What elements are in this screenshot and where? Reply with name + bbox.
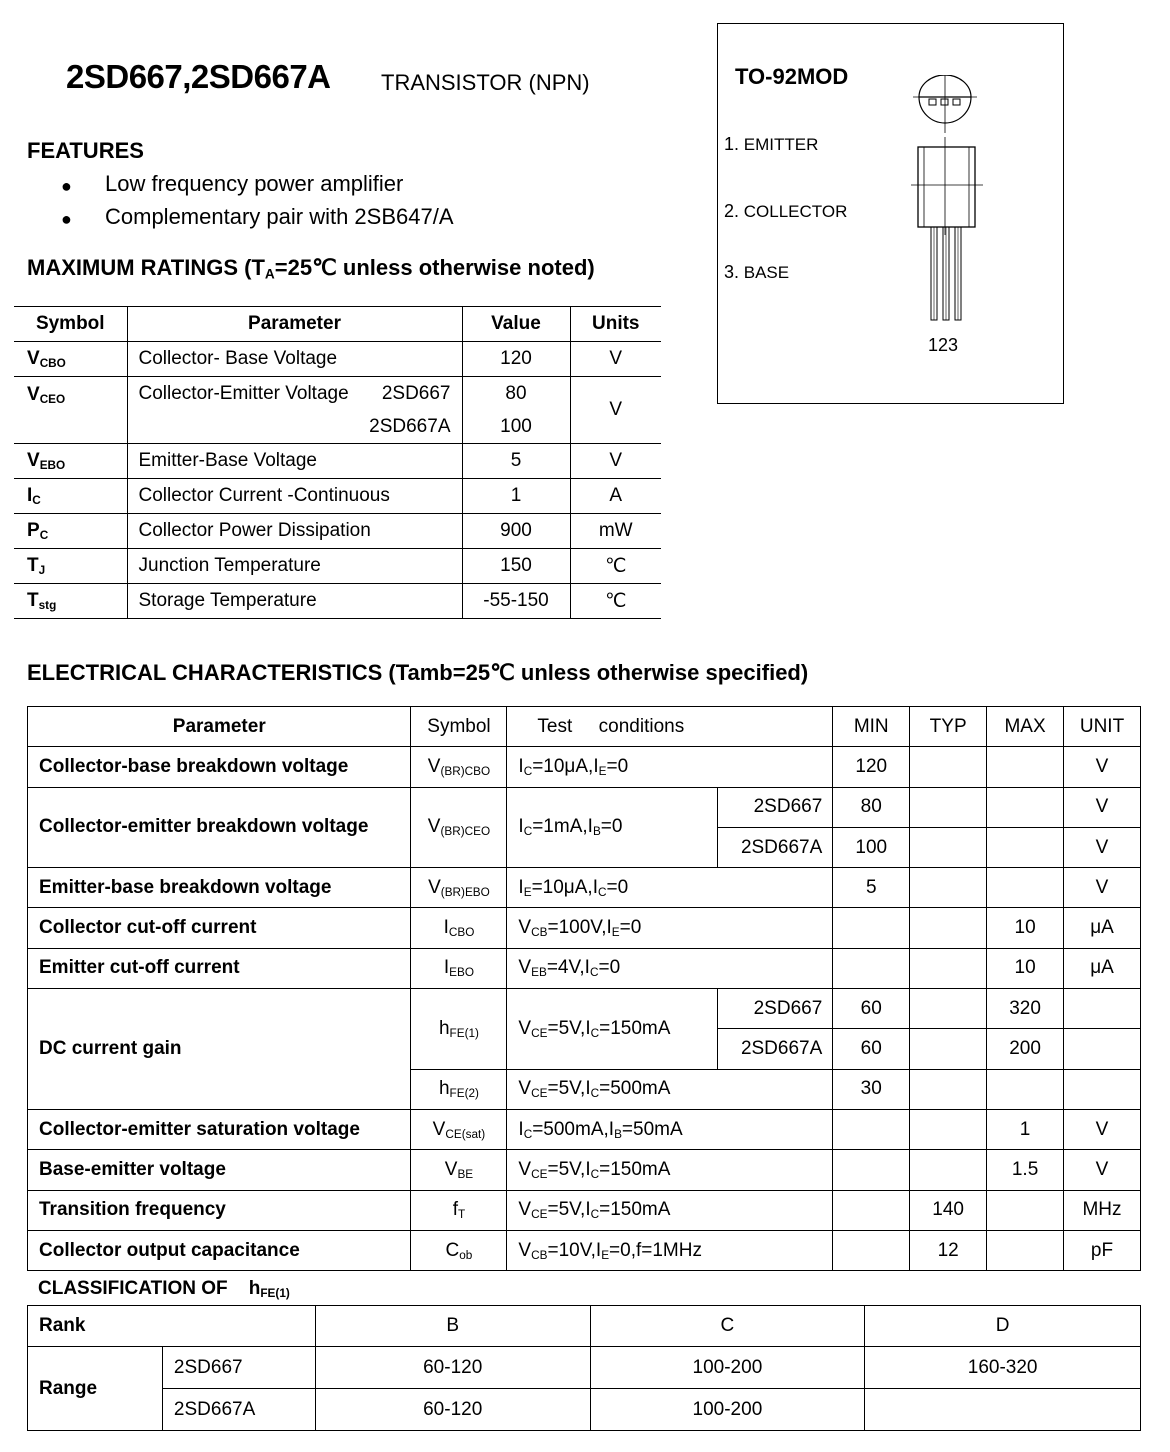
rank-cell: D [865,1306,1141,1347]
table-row [28,1190,1141,1230]
symbol-cell: $V_{(BR)CEO}$ [411,787,507,868]
classification-table [27,1305,1141,1431]
table-row [14,549,661,584]
max-cell [987,1069,1064,1109]
typ-cell [910,827,987,867]
column-header: Parameter [28,707,411,747]
value-cell [462,377,570,444]
max-cell [987,1230,1064,1270]
symbol-cell: $V_{(BR)EBO}$ [411,868,507,908]
unit-cell: ℃ [570,584,661,619]
table-row [28,1389,1141,1431]
value-text: 100 [500,416,532,437]
feature-item: Complementary pair with 2SB647/A [105,204,454,229]
range-cell: 100-200 [590,1347,865,1389]
table-row [28,1306,1141,1347]
min-cell: 80 [833,787,910,827]
column-header: UNIT [1064,707,1141,747]
typ-cell [910,868,987,908]
test-condition-cell: $V_{CE}=5V,I_C=150mA$ [507,1150,833,1190]
parameter-cell: Storage Temperature [127,584,462,619]
column-header: Units [570,307,661,342]
table-row [28,1230,1141,1270]
max-cell [987,1190,1064,1230]
unit-cell [1064,989,1141,1029]
variant-label: 2SD667 [381,382,451,404]
column-header: MAX [987,707,1064,747]
table-row [14,584,661,619]
variant-cell: 2SD667 [718,787,833,827]
table-row [28,868,1141,908]
table-row [14,444,661,479]
min-cell: 100 [833,827,910,867]
parameter-cell: Collector- Base Voltage [127,342,462,377]
column-header: Symbol [14,307,127,342]
typ-cell [910,1150,987,1190]
typ-cell [910,908,987,948]
rank-label: Rank [28,1306,316,1347]
unit-cell: V [570,377,661,444]
pin-label: 2. COLLECTOR [724,201,848,221]
range-label: Range [28,1347,163,1431]
parameter-cell: Base-emitter voltage [28,1150,411,1190]
min-cell: 5 [833,868,910,908]
max-cell: 200 [987,1029,1064,1069]
test-condition-cell: $V_{EB}=4V,I_C=0$ [507,948,833,988]
symbol-cell: $V_{CEO}$ [14,377,127,444]
symbol-cell: $C_{ob}$ [411,1230,507,1270]
typ-cell [910,787,987,827]
table-row [14,479,661,514]
unit-cell: pF [1064,1230,1141,1270]
max-cell: 1 [987,1109,1064,1149]
symbol-cell: $T_J$ [14,549,127,584]
parameter-cell: Collector cut-off current [28,908,411,948]
test-condition-cell: $I_E=10\mu A,I_C=0$ [507,868,833,908]
pin-label: 3. BASE [724,262,790,282]
symbol-cell: $P_C$ [14,514,127,549]
value-cell: -55-150 [462,584,570,619]
min-cell: 60 [833,989,910,1029]
min-cell [833,1230,910,1270]
pin-label: 1. EMITTER [724,134,819,154]
value-cell: 5 [462,444,570,479]
parameter-label: Collector-Emitter Voltage [138,382,349,404]
value-cell: 900 [462,514,570,549]
parameter-cell: Emitter-base breakdown voltage [28,868,411,908]
table-row [14,514,661,549]
table-row [14,342,661,377]
min-cell: 30 [833,1069,910,1109]
max-ratings-heading: MAXIMUM RATINGS ($T_A=25℃$ unless otherwise noted) [27,255,595,282]
test-condition-cell: $V_{CE}=5V,I_C=150mA$ [507,989,718,1070]
symbol-cell: $V_{(BR)CBO}$ [411,747,507,787]
range-cell [865,1389,1141,1431]
max-cell: 320 [987,989,1064,1029]
unit-cell: V [1064,787,1141,827]
max-cell: 10 [987,948,1064,988]
table-header-row [14,307,661,342]
unit-cell: V [1064,1150,1141,1190]
unit-cell: V [570,342,661,377]
unit-cell [1064,1029,1141,1069]
test-condition-cell: $V_{CB}=10V,I_E=0,f=1MHz$ [507,1230,833,1270]
test-condition-cell: $I_C=500mA,I_B=50mA$ [507,1109,833,1149]
part-cell: 2SD667A [162,1389,315,1431]
min-cell: 120 [833,747,910,787]
unit-cell: μA [1064,948,1141,988]
typ-cell [910,1109,987,1149]
column-header: Parameter [127,307,462,342]
parameter-cell: Collector-base breakdown voltage [28,747,411,787]
table-row [28,747,1141,787]
package-name: TO-92MOD [735,64,849,89]
parameter-cell: Emitter-Base Voltage [127,444,462,479]
value-cell: 1 [462,479,570,514]
parameter-cell [127,377,462,444]
range-cell: 160-320 [865,1347,1141,1389]
test-condition-cell: $V_{CE}=5V,I_C=500mA$ [507,1069,833,1109]
typ-cell: 140 [910,1190,987,1230]
parameter-cell: Collector Current -Continuous [127,479,462,514]
value-cell: 150 [462,549,570,584]
variant-cell: 2SD667A [718,1029,833,1069]
table-row [28,1347,1141,1389]
table-row [14,377,661,444]
unit-cell [1064,1069,1141,1109]
symbol-cell: $V_{EBO}$ [14,444,127,479]
typ-cell [910,747,987,787]
features-heading: FEATURES [27,138,144,163]
electrical-heading: ELECTRICAL CHARACTERISTICS (Tamb=25℃ unless otherwise specified) [27,660,809,685]
typ-cell [910,1069,987,1109]
symbol-cell: $I_{EBO}$ [411,948,507,988]
table-row [28,989,1141,1029]
symbol-cell: $h_{FE(1)}$ [411,989,507,1070]
max-cell: 1.5 [987,1150,1064,1190]
table-row [28,1109,1141,1149]
range-cell: 60-120 [315,1389,590,1431]
min-cell: 60 [833,1029,910,1069]
variant-label: 2SD667A [369,416,451,437]
min-cell [833,948,910,988]
column-header: Value [462,307,570,342]
unit-cell: A [570,479,661,514]
test-condition-cell: $I_C=10\mu A,I_E=0$ [507,747,833,787]
unit-cell: V [570,444,661,479]
unit-cell: MHz [1064,1190,1141,1230]
bullet-icon: ● [61,176,72,196]
table-row [28,908,1141,948]
table-header-row [28,707,1141,747]
pin-order: 123 [928,335,959,355]
column-header: Symbol [411,707,507,747]
symbol-cell: $V_{CBO}$ [14,342,127,377]
parameter-cell: Emitter cut-off current [28,948,411,988]
value-cell: 120 [462,342,570,377]
test-condition-cell: $V_{CB}=100V,I_E=0$ [507,908,833,948]
rank-cell: C [590,1306,865,1347]
parameter-cell: Junction Temperature [127,549,462,584]
min-cell [833,1109,910,1149]
package-outline-drawing [905,75,995,325]
min-cell [833,1150,910,1190]
table-row [28,948,1141,988]
column-header: TYP [910,707,987,747]
max-cell [987,868,1064,908]
range-cell: 60-120 [315,1347,590,1389]
unit-cell: μA [1064,908,1141,948]
symbol-cell: $I_C$ [14,479,127,514]
max-cell [987,787,1064,827]
symbol-cell: $T_{stg}$ [14,584,127,619]
max-ratings-table [14,306,661,619]
symbol-cell: $I_{CBO}$ [411,908,507,948]
symbol-cell: $V_{BE}$ [411,1150,507,1190]
unit-cell: V [1064,827,1141,867]
value-text: 80 [505,383,527,404]
typ-cell: 12 [910,1230,987,1270]
part-number-title: 2SD667,2SD667A [66,58,331,95]
max-cell: 10 [987,908,1064,948]
part-cell: 2SD667 [162,1347,315,1389]
typ-cell [910,1029,987,1069]
classification-heading: CLASSIFICATION OF $h_{FE(1)}$ [38,1278,290,1300]
parameter-cell: Collector output capacitance [28,1230,411,1270]
unit-cell: mW [570,514,661,549]
parameter-cell: Collector Power Dissipation [127,514,462,549]
feature-item: Low frequency power amplifier [105,171,404,196]
table-row [28,1150,1141,1190]
table-row [28,787,1141,827]
rank-cell: B [315,1306,590,1347]
min-cell [833,1190,910,1230]
parameter-cell: Collector-emitter saturation voltage [28,1109,411,1149]
parameter-cell: DC current gain [28,989,411,1110]
symbol-cell: $V_{CE(sat)}$ [411,1109,507,1149]
test-condition-cell: $V_{CE}=5V,I_C=150mA$ [507,1190,833,1230]
unit-cell: V [1064,1109,1141,1149]
test-condition-cell: $I_C=1mA,I_B=0$ [507,787,718,868]
min-cell [833,908,910,948]
variant-cell: 2SD667A [718,827,833,867]
max-cell [987,827,1064,867]
typ-cell [910,948,987,988]
unit-cell: ℃ [570,549,661,584]
range-cell: 100-200 [590,1389,865,1431]
bullet-icon: ● [61,209,72,229]
column-header: Test conditions [507,707,833,747]
typ-cell [910,989,987,1029]
electrical-table [27,706,1141,1271]
parameter-cell: Collector-emitter breakdown voltage [28,787,411,868]
parameter-cell: Transition frequency [28,1190,411,1230]
column-header: MIN [833,707,910,747]
symbol-cell: $f_T$ [411,1190,507,1230]
unit-cell: V [1064,868,1141,908]
max-cell [987,747,1064,787]
device-type: TRANSISTOR (NPN) [381,70,590,95]
unit-cell: V [1064,747,1141,787]
variant-cell: 2SD667 [718,989,833,1029]
symbol-cell: $h_{FE(2)}$ [411,1069,507,1109]
